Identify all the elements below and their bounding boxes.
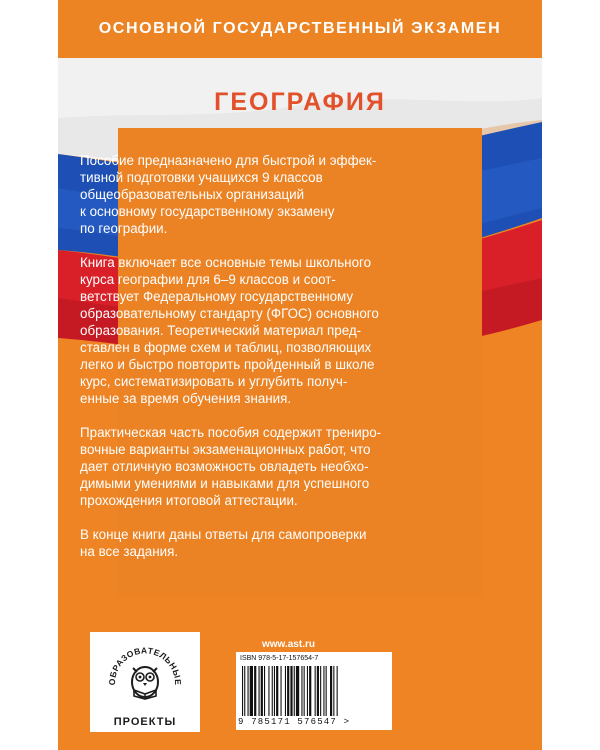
barcode-bar [285,666,286,716]
barcode-bar [248,666,249,716]
barcode-bar [281,666,282,716]
publisher-website: www.ast.ru [262,639,315,650]
barcode-bar [307,666,308,716]
barcode-bar [250,666,253,716]
barcode-bar [268,666,269,716]
barcode-bar [287,666,289,716]
barcode-bar [290,666,292,716]
barcode-bar [274,666,275,716]
isbn-number: ISBN 978-5-17-157654-7 [240,655,319,662]
barcode-bar [242,666,243,716]
description-paragraph: Пособие предназначено для быстрой и эффек- тивной подготовки учащихся 9 классов общеобразовательных организаций к основному государственному экзамену по географии. [80,153,377,236]
subject-title: ГЕОГРАФИЯ [214,88,386,116]
barcode-bar [296,666,299,716]
barcode-bar [309,666,311,716]
description-paragraph: Практическая часть пособия содержит трениро- вочные варианты экзаменационных работ, что дает отличную возможность овладеть необхо- димыми умениями и навыками для успешного прохождения итоговой аттестации. [80,425,382,508]
barcode-bar [276,666,278,716]
barcode-bar [304,666,305,716]
barcode-bar [320,666,321,716]
owl-with-book-icon [104,638,186,720]
barcode-bar [330,666,332,716]
logo-arc-text: ОБРАЗОВАТЕЛЬНЫЕ [106,645,184,686]
barcode-bar [317,666,319,716]
barcode-bar [272,666,273,716]
series-band [58,0,542,58]
ean-barcode [240,666,388,716]
description-paragraph: Книга включает все основные темы школьного курса географии для 6–9 классов и соот- ветствует Федеральному государственному образовательному стандарту (ФГОС) основного образования. Теоретический материал пред- ставлен в форме схем и таблиц, позволяющих легко и быстро повторить пройденный в школе курс, систематизировать и углубить получ- енные за время обучения знания. [80,255,379,406]
barcode-bar [294,666,295,716]
barcode-bar [259,666,260,716]
publisher-logo [90,632,200,732]
barcode-bar [315,666,316,716]
barcode-digits: 9 785171 576547 > [238,717,351,727]
barcode-bar [333,666,334,716]
barcode-bar [254,666,256,716]
svg-text:ОБРАЗОВАТЕЛЬНЫЕ [107,645,183,685]
barcode-bar [261,666,263,716]
barcode-bar [326,666,327,716]
description-paragraph: В конце книги даны ответы для самопроверки на все задания. [80,527,367,559]
barcode-bar [264,666,265,716]
series-title: ОСНОВНОЙ ГОСУДАРСТВЕННЫЙ ЭКЗАМЕН [98,20,502,37]
barcode-bar [323,666,324,716]
description-text [80,152,410,577]
barcode-bar [337,666,338,716]
logo-label: ПРОЕКТЫ [113,716,177,728]
barcode-bar [301,666,302,716]
barcode-bar [244,666,245,716]
barcode-block [236,652,392,730]
